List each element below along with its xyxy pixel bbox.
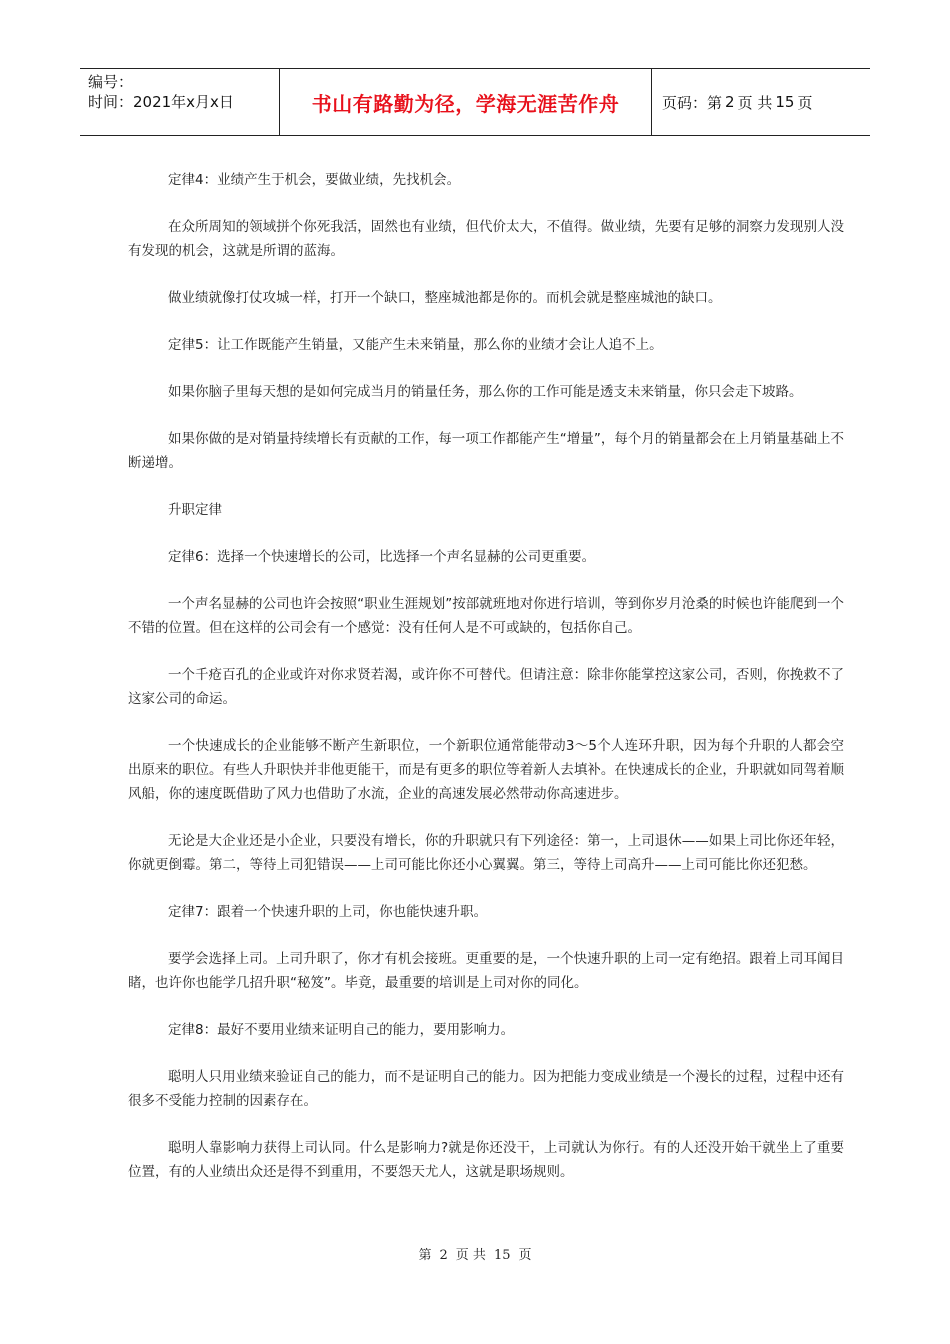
paragraph: 一个千疮百孔的企业或许对你求贤若渴，或许你不可替代。但请注意：除非你能掌控这家公司，否则，你挽救不了这家公司的命运。 xyxy=(128,667,844,707)
paragraph: 要学会选择上司。上司升职了，你才有机会接班。更重要的是，一个快速升职的上司一定有绝招。跟着上司耳闻目睹，也许你也能学几招升职“秘笈”。毕竟，最重要的培训是上司对你的同化。 xyxy=(128,951,844,991)
header-page-end: 页 xyxy=(797,93,813,112)
paragraph: 定律8：最好不要用业绩来证明自己的能力，要用影响力。 xyxy=(168,1022,515,1038)
header-page-current: 2 xyxy=(725,93,735,111)
page-header xyxy=(80,68,870,136)
footer-prefix: 第 xyxy=(418,1248,432,1263)
paragraph: 一个快速成长的企业能够不断产生新职位，一个新职位通常能带动3～5个人连环升职，因为每个升职的人都会空出原来的职位。有些人升职快并非他更能干，而是有更多的职位等着新人去填补。在快速成长的企业，升职就如同驾着顺风船，你的速度既借助了风力也借助了水流，企业的高速发展必然带动你高速进步。 xyxy=(128,738,844,802)
paragraph: 定律6：选择一个快速增长的公司，比选择一个声名显赫的公司更重要。 xyxy=(168,549,596,565)
paragraph: 一个声名显赫的公司也许会按照“职业生涯规划”按部就班地对你进行培训，等到你岁月沧桑的时候也许能爬到一个不错的位置。但在这样的公司会有一个感觉：没有任何人是不可或缺的，包括你自己。 xyxy=(128,596,844,636)
page-footer xyxy=(0,1244,950,1263)
header-page-total: 15 xyxy=(775,93,795,111)
paragraph: 聪明人靠影响力获得上司认同。什么是影响力?就是你还没干，上司就认为你行。有的人还没开始干就坐上了重要位置，有的人业绩出众还是得不到重用，不要怨天尤人，这就是职场规则。 xyxy=(128,1140,844,1180)
paragraph: 定律7：跟着一个快速升职的上司，你也能快速升职。 xyxy=(168,904,488,920)
paragraph: 如果你脑子里每天想的是如何完成当月的销量任务，那么你的工作可能是透支未来销量，你只会走下坡路。 xyxy=(168,384,803,400)
paragraph: 聪明人只用业绩来验证自己的能力，而不是证明自己的能力。因为把能力变成业绩是一个漫长的过程，过程中还有很多不受能力控制的因素存在。 xyxy=(128,1069,844,1109)
header-page-label: 页码：第 xyxy=(662,93,723,112)
paragraph: 如果你做的是对销量持续增长有贡献的工作，每一项工作都能产生“增量”，每个月的销量都会在上月销量基础上不断递增。 xyxy=(128,431,844,471)
document-date: 时间：2021年x月x日 xyxy=(88,93,234,111)
header-page-mid: 页 共 xyxy=(737,93,773,112)
header-motto: 书山有路勤为径，学海无涯苦作舟 xyxy=(280,69,652,135)
section-heading: 升职定律 xyxy=(168,502,222,518)
paragraph: 无论是大企业还是小企业，只要没有增长，你的升职就只有下列途径：第一，上司退休——如果上司比你还年轻，你就更倒霉。第二，等待上司犯错误——上司可能比你还小心翼翼。第三，等待上司高升——上司可能比你还犯愁。 xyxy=(128,833,844,873)
footer-mid: 页 共 xyxy=(455,1248,486,1263)
header-meta xyxy=(80,69,280,135)
document-body xyxy=(128,168,844,1207)
paragraph: 定律4：业绩产生于机会，要做业绩，先找机会。 xyxy=(168,172,461,188)
document-number-label: 编号： xyxy=(88,73,134,91)
paragraph: 在众所周知的领域拼个你死我活，固然也有业绩，但代价太大，不值得。做业绩，先要有足够的洞察力发现别人没有发现的机会，这就是所谓的蓝海。 xyxy=(128,219,844,259)
paragraph: 定律5：让工作既能产生销量，又能产生未来销量，那么你的业绩才会让人追不上。 xyxy=(168,337,663,353)
header-page-info xyxy=(652,69,870,135)
footer-suffix: 页 xyxy=(518,1248,532,1263)
paragraph: 做业绩就像打仗攻城一样，打开一个缺口，整座城池都是你的。而机会就是整座城池的缺口。 xyxy=(168,290,722,306)
footer-page-current: 2 xyxy=(439,1248,448,1263)
footer-page-total: 15 xyxy=(493,1248,511,1263)
